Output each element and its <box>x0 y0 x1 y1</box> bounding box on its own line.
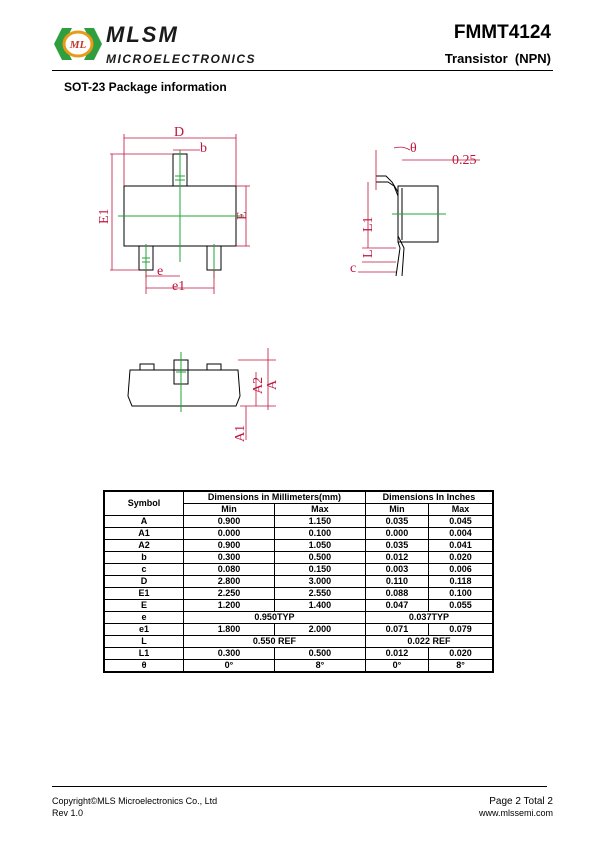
table-header-row <box>104 491 493 504</box>
mm-header: Dimensions in Millimeters(mm) <box>184 491 366 504</box>
table-row <box>104 576 493 588</box>
symbol-cell: A2 <box>104 540 184 552</box>
mm-max-cell: 2.000 <box>274 624 365 636</box>
mm-min-cell: 2.800 <box>184 576 275 588</box>
mm-min-cell: 1.200 <box>184 600 275 612</box>
inch-max-cell: 0.020 <box>429 648 494 660</box>
table-row <box>104 528 493 540</box>
table-row <box>104 552 493 564</box>
mm-span-cell: 0.950TYP <box>184 612 366 624</box>
table-row <box>104 660 493 673</box>
symbol-cell: e1 <box>104 624 184 636</box>
inch-min-cell: 0.012 <box>365 648 428 660</box>
inch-min-cell: 0.012 <box>365 552 428 564</box>
inch-min-cell: 0° <box>365 660 428 673</box>
label-E1: E1 <box>97 208 112 224</box>
inch-min-cell: 0.047 <box>365 600 428 612</box>
mm-max-cell: 2.550 <box>274 588 365 600</box>
mm-min-cell: 0.080 <box>184 564 275 576</box>
copyright: Copyright©MLS Microelectronics Co., Ltd <box>52 796 218 806</box>
mm-max-cell: 8° <box>274 660 365 673</box>
mm-max-cell: 3.000 <box>274 576 365 588</box>
dimensions-table <box>103 490 494 673</box>
mm-min-cell: 2.250 <box>184 588 275 600</box>
mm-min-cell: 1.800 <box>184 624 275 636</box>
in-max-header: Max <box>429 504 494 516</box>
brand-subtitle: MICROELECTRONICS <box>106 52 256 66</box>
mm-max-cell: 1.050 <box>274 540 365 552</box>
symbol-header: Symbol <box>104 491 184 516</box>
table-row <box>104 648 493 660</box>
symbol-cell: E <box>104 600 184 612</box>
inch-min-cell: 0.000 <box>365 528 428 540</box>
inch-span-cell: 0.022 REF <box>365 636 493 648</box>
symbol-cell: e <box>104 612 184 624</box>
inch-min-cell: 0.035 <box>365 540 428 552</box>
table-row <box>104 564 493 576</box>
section-title: SOT-23 Package information <box>64 80 227 94</box>
label-E: E <box>235 211 250 220</box>
label-L1: L1 <box>361 216 376 232</box>
label-A1: A1 <box>233 424 248 442</box>
mm-min-cell: 0° <box>184 660 275 673</box>
mm-max-cell: 1.400 <box>274 600 365 612</box>
label-A2: A2 <box>251 376 266 394</box>
mm-max-cell: 0.500 <box>274 648 365 660</box>
inch-max-cell: 0.004 <box>429 528 494 540</box>
symbol-cell: A1 <box>104 528 184 540</box>
side-view <box>376 176 438 276</box>
front-view <box>128 360 240 406</box>
table-row <box>104 540 493 552</box>
inch-header: Dimensions In Inches <box>365 491 493 504</box>
mm-min-cell: 0.900 <box>184 516 275 528</box>
mm-min-header: Min <box>184 504 275 516</box>
inch-min-cell: 0.088 <box>365 588 428 600</box>
inch-span-cell: 0.037TYP <box>365 612 493 624</box>
label-A: A <box>265 379 280 390</box>
inch-max-cell: 0.100 <box>429 588 494 600</box>
inch-max-cell: 0.020 <box>429 552 494 564</box>
table-row <box>104 600 493 612</box>
mm-max-cell: 1.150 <box>274 516 365 528</box>
inch-max-cell: 0.118 <box>429 576 494 588</box>
symbol-cell: c <box>104 564 184 576</box>
mm-min-cell: 0.900 <box>184 540 275 552</box>
mm-max-cell: 0.500 <box>274 552 365 564</box>
in-min-header: Min <box>365 504 428 516</box>
table-row <box>104 636 493 648</box>
front-view-centerlines <box>176 352 186 412</box>
device-type: Transistor (NPN) <box>444 51 551 66</box>
header-divider <box>52 70 553 71</box>
table-row <box>104 624 493 636</box>
inch-min-cell: 0.035 <box>365 516 428 528</box>
symbol-cell: E1 <box>104 588 184 600</box>
label-theta: θ <box>410 141 417 156</box>
label-0-25: 0.25 <box>452 153 477 168</box>
symbol-cell: D <box>104 576 184 588</box>
label-e: e <box>157 264 164 279</box>
symbol-cell: L1 <box>104 648 184 660</box>
top-view-centerlines <box>118 150 244 278</box>
mm-min-cell: 0.300 <box>184 552 275 564</box>
website-url: www.mlssemi.com <box>478 808 553 818</box>
mm-min-cell: 0.300 <box>184 648 275 660</box>
label-c: c <box>350 261 357 276</box>
inch-min-cell: 0.110 <box>365 576 428 588</box>
brand-name: MLSM <box>106 22 179 47</box>
table-row <box>104 516 493 528</box>
table-row <box>104 612 493 624</box>
inch-min-cell: 0.003 <box>365 564 428 576</box>
inch-min-cell: 0.071 <box>365 624 428 636</box>
label-L: L <box>361 249 376 258</box>
label-D: D <box>174 125 185 140</box>
mm-max-cell: 0.150 <box>274 564 365 576</box>
inch-max-cell: 0.079 <box>429 624 494 636</box>
symbol-cell: A <box>104 516 184 528</box>
inch-max-cell: 8° <box>429 660 494 673</box>
logo-text: ML <box>69 39 87 51</box>
mm-max-cell: 0.100 <box>274 528 365 540</box>
mm-min-cell: 0.000 <box>184 528 275 540</box>
table-row <box>104 588 493 600</box>
company-logo <box>50 24 106 64</box>
inch-max-cell: 0.041 <box>429 540 494 552</box>
inch-max-cell: 0.006 <box>429 564 494 576</box>
symbol-cell: L <box>104 636 184 648</box>
package-drawing <box>0 110 595 470</box>
revision: Rev 1.0 <box>52 808 84 818</box>
label-b: b <box>200 141 207 156</box>
inch-max-cell: 0.055 <box>429 600 494 612</box>
page-number: Page 2 Total 2 <box>489 796 553 807</box>
mm-max-header: Max <box>274 504 365 516</box>
part-number: FMMT4124 <box>453 22 551 43</box>
symbol-cell: b <box>104 552 184 564</box>
mm-span-cell: 0.550 REF <box>184 636 366 648</box>
symbol-cell: θ <box>104 660 184 673</box>
footer-divider <box>52 786 547 787</box>
label-e1: e1 <box>172 279 186 294</box>
inch-max-cell: 0.045 <box>429 516 494 528</box>
